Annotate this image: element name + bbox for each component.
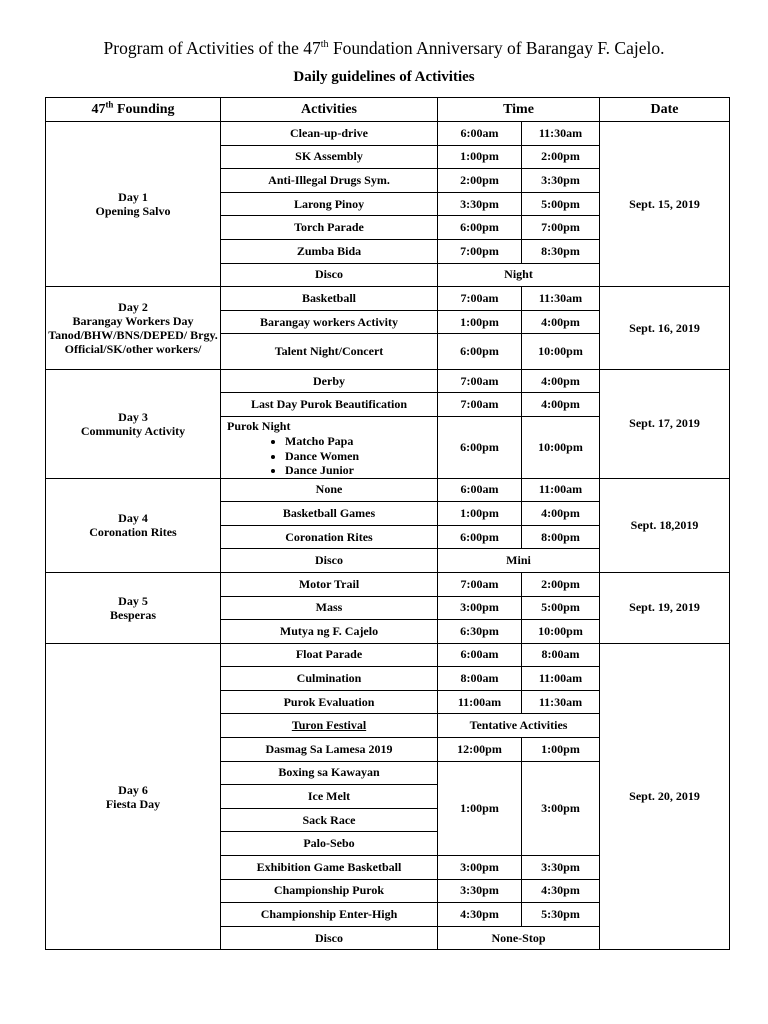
end-time-cell: 5:30pm xyxy=(522,903,600,927)
start-time-cell: 3:00pm xyxy=(438,596,522,620)
activity-name: Derby xyxy=(313,373,345,388)
day-name: Day 4 xyxy=(118,511,148,526)
start-time-cell: 6:00am xyxy=(438,478,522,502)
end-time-cell: 8:00pm xyxy=(522,525,600,549)
schedule-table xyxy=(45,97,730,950)
activity-cell xyxy=(221,785,438,809)
table-row xyxy=(46,287,730,311)
activity-cell xyxy=(221,525,438,549)
activity-name: Basketball Games xyxy=(282,505,376,520)
start-time-cell: 3:00pm xyxy=(438,856,522,880)
start-time-cell: 6:00pm xyxy=(438,216,522,240)
day-cell xyxy=(46,369,221,478)
table-row xyxy=(46,369,730,393)
activity-name: SK Assembly xyxy=(295,149,363,164)
activity-cell xyxy=(221,761,438,785)
list-item: • Dance Junior xyxy=(285,463,435,478)
start-time-cell: 6:30pm xyxy=(438,620,522,644)
founding-header: 47th Founding xyxy=(46,98,221,122)
activity-cell xyxy=(221,287,438,311)
activity-name: Dasmag Sa Lamesa 2019 xyxy=(265,741,393,756)
table-row xyxy=(46,572,730,596)
end-time-cell: 4:00pm xyxy=(522,310,600,334)
schedule-body xyxy=(46,122,730,950)
start-time-cell: 7:00am xyxy=(438,572,522,596)
activity-name: Float Parade xyxy=(295,647,363,662)
activity-name: Culmination xyxy=(296,671,362,686)
time-cell: Mini xyxy=(438,549,600,573)
activity-name: Basketball xyxy=(301,290,356,305)
day-description: Barangay Workers Day Tanod/BHW/BNS/DEPED/ Brgy. Official/SK/other workers/ xyxy=(48,314,218,356)
activity-cell xyxy=(221,832,438,856)
activity-name: Exhibition Game Basketball xyxy=(256,859,402,874)
start-time-cell: 1:00pm xyxy=(438,145,522,169)
activity-cell xyxy=(221,417,438,479)
start-time-cell: 2:00pm xyxy=(438,169,522,193)
activity-cell xyxy=(221,596,438,620)
day-description: Community Activity xyxy=(80,423,186,438)
start-time-cell: 6:00am xyxy=(438,122,522,146)
activity-cell xyxy=(221,549,438,573)
activity-name: Disco xyxy=(315,930,343,945)
activity-name: Motor Trail xyxy=(298,576,360,591)
activities-header: Activities xyxy=(221,98,438,122)
activity-cell xyxy=(221,620,438,644)
start-time-cell: 6:00pm xyxy=(438,334,522,370)
activity-cell xyxy=(221,169,438,193)
end-time-cell: 10:00pm xyxy=(522,417,600,479)
activity-cell xyxy=(221,738,438,762)
date-header: Date xyxy=(600,98,730,122)
document-title: Program of Activities of the 47th Foundation Anniversary of Barangay F. Cajelo. xyxy=(103,38,665,58)
list-item: • Dance Women xyxy=(285,449,435,464)
start-time-cell: 12:00pm xyxy=(438,738,522,762)
activity-name: Disco xyxy=(315,267,343,282)
activity-name: None xyxy=(315,482,343,497)
end-time-cell: 2:00pm xyxy=(522,572,600,596)
activity-name: Ice Melt xyxy=(307,789,351,804)
end-time-cell: 1:00pm xyxy=(522,738,600,762)
end-time-cell: 3:00pm xyxy=(522,761,600,855)
end-time-cell: 11:00am xyxy=(522,478,600,502)
activity-cell xyxy=(221,879,438,903)
activity-name: Championship Purok xyxy=(273,883,385,898)
activity-name: Talent Night/Concert xyxy=(274,344,384,359)
activity-name: Championship Enter-High xyxy=(260,907,398,922)
header-row xyxy=(46,98,730,122)
activity-name: Zumba Bida xyxy=(296,243,362,258)
list-item: • Matcho Papa xyxy=(285,434,435,449)
start-time-cell: 6:00am xyxy=(438,643,522,667)
start-time-cell: 3:30pm xyxy=(438,192,522,216)
day-name: Day 3 xyxy=(118,409,148,424)
start-time-cell: 3:30pm xyxy=(438,879,522,903)
activity-cell xyxy=(221,263,438,287)
activity-name: Purok Evaluation xyxy=(283,694,375,709)
day-cell xyxy=(46,643,221,950)
end-time-cell: 10:00pm xyxy=(522,334,600,370)
start-time-cell: 7:00am xyxy=(438,393,522,417)
date-cell: Sept. 20, 2019 xyxy=(600,643,730,950)
start-time-cell: 8:00am xyxy=(438,667,522,691)
start-time-cell: 11:00am xyxy=(438,690,522,714)
date-cell: Sept. 15, 2019 xyxy=(600,122,730,287)
end-time-cell: 3:30pm xyxy=(522,169,600,193)
end-time-cell: 4:00pm xyxy=(522,393,600,417)
day-cell xyxy=(46,572,221,643)
start-time-cell: 7:00pm xyxy=(438,239,522,263)
time-cell: Night xyxy=(438,263,600,287)
end-time-cell: 11:30am xyxy=(522,122,600,146)
start-time-cell: 1:00pm xyxy=(438,502,522,526)
day-cell xyxy=(46,287,221,370)
activity-name: Barangay workers Activity xyxy=(260,314,398,329)
activity-name: Larong Pinoy xyxy=(293,196,365,211)
date-cell: Sept. 18,2019 xyxy=(600,478,730,572)
end-time-cell: 7:00pm xyxy=(522,216,600,240)
activity-sublist xyxy=(227,434,435,478)
date-cell: Sept. 17, 2019 xyxy=(600,369,730,478)
activity-name: Turon Festival xyxy=(291,718,367,733)
day-description: Fiesta Day xyxy=(105,796,161,811)
date-cell: Sept. 16, 2019 xyxy=(600,287,730,370)
start-time-cell: 7:00am xyxy=(438,369,522,393)
start-time-cell: 1:00pm xyxy=(438,310,522,334)
activity-name: Anti-Illegal Drugs Sym. xyxy=(268,172,390,187)
activity-cell xyxy=(221,192,438,216)
day-cell xyxy=(46,122,221,287)
activity-cell xyxy=(221,122,438,146)
activity-cell xyxy=(221,393,438,417)
start-time-cell: 1:00pm xyxy=(438,761,522,855)
day-description: Besperas xyxy=(110,607,156,622)
activity-cell xyxy=(221,572,438,596)
activity-name: Palo-Sebo xyxy=(303,836,355,851)
activity-name: Clean-up-drive xyxy=(290,125,368,140)
activity-cell xyxy=(221,808,438,832)
activity-cell xyxy=(221,239,438,263)
activity-cell xyxy=(221,478,438,502)
end-time-cell: 8:00am xyxy=(522,643,600,667)
activity-cell xyxy=(221,145,438,169)
time-header: Time xyxy=(438,98,600,122)
day-name: Day 2 xyxy=(118,300,148,314)
end-time-cell: 5:00pm xyxy=(522,596,600,620)
start-time-cell: 7:00am xyxy=(438,287,522,311)
end-time-cell: 2:00pm xyxy=(522,145,600,169)
activity-cell xyxy=(221,690,438,714)
table-row xyxy=(46,478,730,502)
activity-cell xyxy=(221,643,438,667)
table-row xyxy=(46,122,730,146)
end-time-cell: 11:30am xyxy=(522,287,600,311)
activity-cell xyxy=(221,667,438,691)
table-row xyxy=(46,643,730,667)
end-time-cell: 5:00pm xyxy=(522,192,600,216)
date-cell: Sept. 19, 2019 xyxy=(600,572,730,643)
activity-name: Sack Race xyxy=(302,812,356,827)
activity-cell xyxy=(221,502,438,526)
end-time-cell: 11:30am xyxy=(522,690,600,714)
end-time-cell: 10:00pm xyxy=(522,620,600,644)
document-subtitle: Daily guidelines of Activities xyxy=(293,69,475,85)
end-time-cell: 4:00pm xyxy=(522,369,600,393)
time-cell: Tentative Activities xyxy=(438,714,600,738)
activity-name: Torch Parade xyxy=(294,220,364,235)
end-time-cell: 4:00pm xyxy=(522,502,600,526)
day-name: Day 1 xyxy=(118,190,148,205)
activity-name: Mass xyxy=(315,600,343,615)
activity-cell xyxy=(221,216,438,240)
activity-name: Boxing sa Kawayan xyxy=(278,765,380,780)
activity-cell xyxy=(221,856,438,880)
activity-name: Coronation Rites xyxy=(285,529,373,544)
start-time-cell: 6:00pm xyxy=(438,525,522,549)
day-cell xyxy=(46,478,221,572)
activity-cell xyxy=(221,714,438,738)
activity-cell xyxy=(221,310,438,334)
day-description: Opening Salvo xyxy=(95,204,171,219)
activity-cell xyxy=(221,369,438,393)
activity-cell xyxy=(221,903,438,927)
activity-name: Disco xyxy=(315,553,343,568)
day-description: Coronation Rites xyxy=(89,525,177,540)
activity-name: Mutya ng F. Cajelo xyxy=(279,623,379,638)
activity-name: Purok Night xyxy=(227,419,291,434)
end-time-cell: 11:00am xyxy=(522,667,600,691)
day-name: Day 6 xyxy=(118,782,148,797)
activity-name: Last Day Purok Beautification xyxy=(250,397,408,412)
end-time-cell: 4:30pm xyxy=(522,879,600,903)
activity-cell xyxy=(221,926,438,950)
day-name: Day 5 xyxy=(118,593,148,608)
start-time-cell: 6:00pm xyxy=(438,417,522,479)
end-time-cell: 8:30pm xyxy=(522,239,600,263)
end-time-cell: 3:30pm xyxy=(522,856,600,880)
activity-cell xyxy=(221,334,438,370)
start-time-cell: 4:30pm xyxy=(438,903,522,927)
time-cell: None-Stop xyxy=(438,926,600,950)
